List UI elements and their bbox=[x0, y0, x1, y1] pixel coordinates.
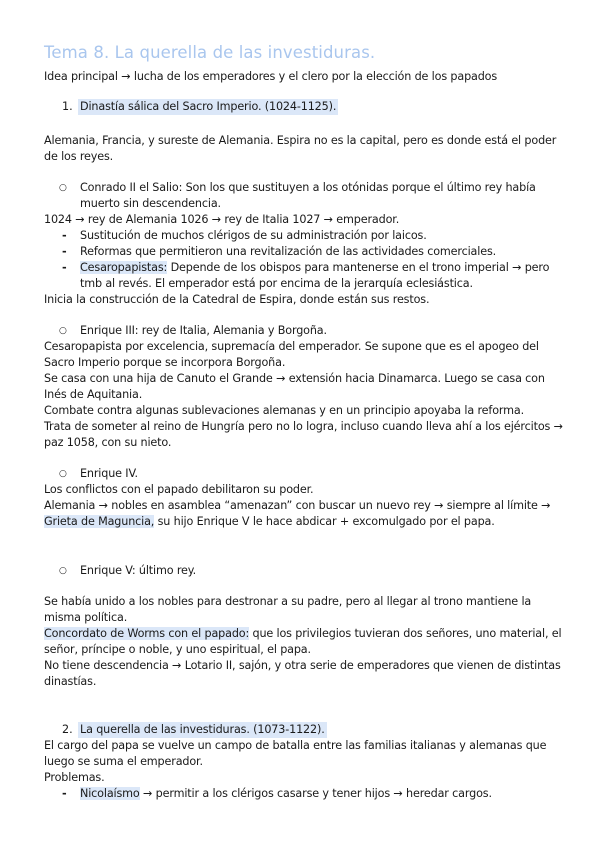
subheading-enrique-iv: Enrique IV. bbox=[80, 467, 138, 480]
paragraph: No tiene descendencia → Lotario II, sajón, y otra serie de emperadores que vienen de distintas bbox=[44, 659, 561, 672]
timeline: 1024 → rey de Alemania 1026 → rey de Italia 1027 → emperador. bbox=[44, 213, 400, 226]
subheading-enrique-v: Enrique V: último rey. bbox=[80, 564, 197, 577]
paragraph: El cargo del papa se vuelve un campo de batalla entre las familias italianas y alemanas que bbox=[44, 739, 547, 752]
list-item: Sustitución de muchos clérigos de su administración por laicos. bbox=[80, 229, 427, 242]
circle-bullet-icon: ○ bbox=[59, 566, 67, 576]
paragraph: Alemania → nobles en asamblea “amenazan” con buscar un nuevo rey → siempre al límite → bbox=[44, 499, 551, 512]
paragraph: señor, príncipe o noble, y uno espiritual, el papa. bbox=[44, 643, 311, 656]
paragraph: Problemas. bbox=[44, 771, 105, 784]
paragraph: de los reyes. bbox=[44, 150, 114, 163]
paragraph: Sacro Imperio porque se incorpora Borgoña. bbox=[44, 356, 286, 369]
circle-bullet-icon: ○ bbox=[59, 469, 67, 479]
main-idea: Idea principal → lucha de los emperadores y el clero por la elección de los papados bbox=[44, 70, 498, 83]
paragraph: Trata de someter al reino de Hungría pero no lo logra, incluso cuando lleva ahí a los ejércitos → bbox=[44, 420, 563, 433]
list-item: Reformas que permitieron una revitalización de las actividades comerciales. bbox=[80, 245, 497, 258]
section-2-number: 2. bbox=[62, 723, 73, 736]
section-1-heading: Dinastía sálica del Sacro Imperio. (1024-1125). bbox=[80, 100, 337, 113]
dash-bullet-icon: - bbox=[62, 229, 67, 242]
paragraph: Grieta de Maguncia, su hijo Enrique V le hace abdicar + excomulgado por el papa. bbox=[44, 515, 495, 528]
section-2-heading: La querella de las investiduras. (1073-1122). bbox=[80, 723, 325, 736]
subheading-enrique-iii: Enrique III: rey de Italia, Alemania y Borgoña. bbox=[80, 324, 327, 337]
paragraph: Inés de Aquitania. bbox=[44, 388, 143, 401]
dash-bullet-icon: - bbox=[62, 787, 67, 800]
paragraph: Combate contra algunas sublevaciones alemanas y en un principio apoyaba la reforma. bbox=[44, 404, 524, 417]
paragraph: luego se suma el emperador. bbox=[44, 755, 203, 768]
paragraph: Alemania, Francia, y sureste de Alemania. Espira no es la capital, pero es donde está el poder bbox=[44, 134, 557, 147]
highlighted-term: Concordato de Worms con el papado: bbox=[44, 627, 250, 640]
highlighted-term: Cesaropapistas: bbox=[80, 261, 168, 274]
paragraph: Concordato de Worms con el papado: que los privilegios tuvieran dos señores, uno material, el bbox=[44, 627, 562, 640]
paragraph: Inicia la construcción de la Catedral de Espira, donde están sus restos. bbox=[44, 293, 430, 306]
paragraph: Los conflictos con el papado debilitaron su poder. bbox=[44, 483, 314, 496]
highlighted-term: Nicolaísmo bbox=[80, 787, 140, 800]
paragraph: Cesaropapista por excelencia, supremacía del emperador. Se supone que es el apogeo del bbox=[44, 340, 539, 353]
paragraph: paz 1058, con su nieto. bbox=[44, 436, 172, 449]
paragraph: dinastías. bbox=[44, 675, 97, 688]
paragraph: muerto sin descendencia. bbox=[80, 197, 221, 210]
paragraph: Se casa con una hija de Canuto el Grande → extensión hacia Dinamarca. Luego se casa con bbox=[44, 372, 545, 385]
page-title: Tema 8. La querella de las investiduras. bbox=[44, 43, 376, 62]
list-item: Nicolaísmo → permitir a los clérigos casarse y tener hijos → heredar cargos. bbox=[80, 787, 492, 800]
dash-bullet-icon: - bbox=[62, 261, 67, 274]
circle-bullet-icon: ○ bbox=[59, 326, 67, 336]
paragraph: Se había unido a los nobles para destronar a su padre, pero al llegar al trono mantiene la bbox=[44, 595, 532, 608]
paragraph: misma política. bbox=[44, 611, 128, 624]
section-1-number: 1. bbox=[62, 100, 73, 113]
subheading-conrado: Conrado II el Salio: Son los que sustituyen a los otónidas porque el último rey había bbox=[80, 181, 536, 194]
circle-bullet-icon: ○ bbox=[59, 183, 67, 193]
dash-bullet-icon: - bbox=[62, 245, 67, 258]
list-item: Cesaropapistas: Depende de los obispos para mantenerse en el trono imperial → pero bbox=[80, 261, 550, 274]
list-item-continuation: tmb al revés. El emperador está por encima de la jerarquía eclesiástica. bbox=[80, 277, 473, 290]
highlighted-term: Grieta de Maguncia, bbox=[44, 515, 155, 528]
